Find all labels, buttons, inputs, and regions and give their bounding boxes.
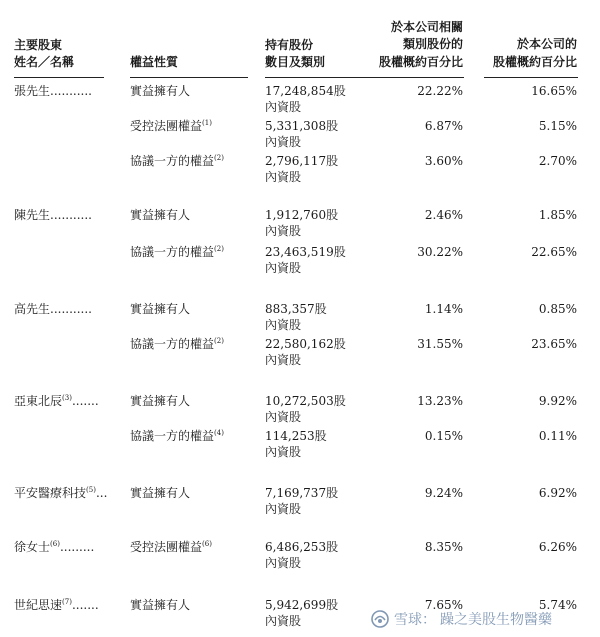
header-class-pct-line1: 於本公司相關	[390, 20, 463, 34]
footnote-ref: (2)	[214, 245, 224, 253]
share-count: 114,253股	[265, 429, 327, 443]
share-class: 內資股	[265, 318, 302, 332]
footnote-ref: (2)	[214, 337, 224, 345]
share-class: 內資股	[265, 224, 302, 238]
share-count: 1,912,760股	[265, 208, 339, 222]
footnote-ref: (6)	[202, 540, 212, 548]
class-percentage: 13.23%	[417, 394, 463, 408]
share-count: 17,248,854股	[265, 84, 346, 98]
total-percentage: 5.15%	[538, 119, 577, 133]
holder-name: 徐女士$^{(6)}$.........	[14, 540, 95, 554]
watermark-site: 雪球：	[394, 612, 436, 628]
footnote-ref: (2)	[214, 154, 224, 162]
total-percentage: 6.92%	[538, 486, 577, 500]
total-percentage: 6.26%	[538, 540, 577, 554]
class-percentage: 7.65%	[424, 598, 463, 612]
share-class: 內資股	[265, 410, 302, 424]
header-shares-line1: 持有股份	[265, 38, 314, 52]
class-percentage: 9.24%	[424, 486, 463, 500]
total-percentage: 16.65%	[531, 84, 577, 98]
holder-name: 陳先生...........	[14, 208, 92, 222]
interest-nature: 實益擁有人	[130, 302, 191, 316]
share-count: 883,357股	[265, 302, 327, 316]
share-class: 內資股	[265, 261, 302, 275]
header-shares-line2: 數目及類別	[265, 55, 326, 69]
header-total-pct-line2: 股權概約百分比	[492, 55, 577, 69]
footnote-ref: (5)	[86, 486, 96, 494]
total-percentage: 1.85%	[538, 208, 577, 222]
class-percentage: 2.46%	[424, 208, 463, 222]
header-total-pct-line1: 於本公司的	[516, 37, 577, 51]
header-holder-line2: 姓名／名稱	[14, 55, 75, 69]
share-count: 7,169,737股	[265, 486, 339, 500]
share-class: 內資股	[265, 100, 302, 114]
interest-nature: 受控法團權益$^{(1)}$	[130, 119, 212, 133]
share-count: 5,331,308股	[265, 119, 339, 133]
total-percentage: 23.65%	[531, 337, 577, 351]
interest-nature: 實益擁有人	[130, 84, 191, 98]
footnote-ref: (3)	[62, 394, 72, 402]
share-count: 6,486,253股	[265, 540, 339, 554]
header-rule	[484, 77, 578, 78]
share-class: 內資股	[265, 353, 302, 367]
share-class: 內資股	[265, 502, 302, 516]
class-percentage: 0.15%	[424, 429, 463, 443]
snowball-logo-icon	[370, 609, 390, 629]
class-percentage: 1.14%	[424, 302, 463, 316]
class-percentage: 6.87%	[424, 119, 463, 133]
watermark-author: 躁之美股生物醫藥	[440, 612, 552, 628]
interest-nature: 協議一方的權益$^{(4)}$	[130, 429, 224, 443]
interest-nature: 協議一方的權益$^{(2)}$	[130, 337, 224, 351]
interest-nature: 受控法團權益$^{(6)}$	[130, 540, 212, 554]
share-class: 內資股	[265, 135, 302, 149]
holder-name: 張先生...........	[14, 84, 92, 98]
header-rule	[265, 77, 373, 78]
share-class: 內資股	[265, 445, 302, 459]
footnote-ref: (1)	[202, 119, 212, 127]
share-count: 2,796,117股	[265, 154, 339, 168]
share-class: 內資股	[265, 170, 302, 184]
watermark	[370, 608, 552, 630]
header-class-pct-line3: 股權概約百分比	[378, 55, 463, 69]
holder-name: 世紀思速$^{(7)}$.......	[14, 598, 99, 612]
holder-name: 平安醫療科技$^{(5)}$...	[14, 486, 108, 500]
class-percentage: 30.22%	[417, 245, 463, 259]
header-rule	[372, 77, 464, 78]
share-class: 內資股	[265, 614, 302, 628]
total-percentage: 9.92%	[538, 394, 577, 408]
header-nature: 權益性質	[130, 55, 179, 69]
interest-nature: 實益擁有人	[130, 394, 191, 408]
total-percentage: 5.74%	[538, 598, 577, 612]
footnote-ref: (6)	[50, 540, 60, 548]
share-count: 23,463,519股	[265, 245, 346, 259]
share-count: 5,942,699股	[265, 598, 339, 612]
total-percentage: 0.85%	[538, 302, 577, 316]
holder-name: 亞東北辰$^{(3)}$.......	[14, 394, 99, 408]
class-percentage: 31.55%	[417, 337, 463, 351]
header-holder-line1: 主要股東	[14, 38, 63, 52]
share-count: 10,272,503股	[265, 394, 346, 408]
class-percentage: 8.35%	[424, 540, 463, 554]
total-percentage: 22.65%	[531, 245, 577, 259]
interest-nature: 協議一方的權益$^{(2)}$	[130, 154, 224, 168]
share-class: 內資股	[265, 556, 302, 570]
header-rule	[14, 77, 104, 78]
total-percentage: 0.11%	[538, 429, 577, 443]
interest-nature: 協議一方的權益$^{(2)}$	[130, 245, 224, 259]
class-percentage: 22.22%	[417, 84, 463, 98]
interest-nature: 實益擁有人	[130, 486, 191, 500]
interest-nature: 實益擁有人	[130, 598, 191, 612]
header-rule	[130, 77, 248, 78]
class-percentage: 3.60%	[424, 154, 463, 168]
holder-name: 高先生...........	[14, 302, 92, 316]
share-count: 22,580,162股	[265, 337, 346, 351]
footnote-ref: (4)	[214, 429, 224, 437]
footnote-ref: (7)	[62, 598, 72, 606]
interest-nature: 實益擁有人	[130, 208, 191, 222]
total-percentage: 2.70%	[538, 154, 577, 168]
header-class-pct-line2: 類別股份的	[402, 37, 463, 51]
